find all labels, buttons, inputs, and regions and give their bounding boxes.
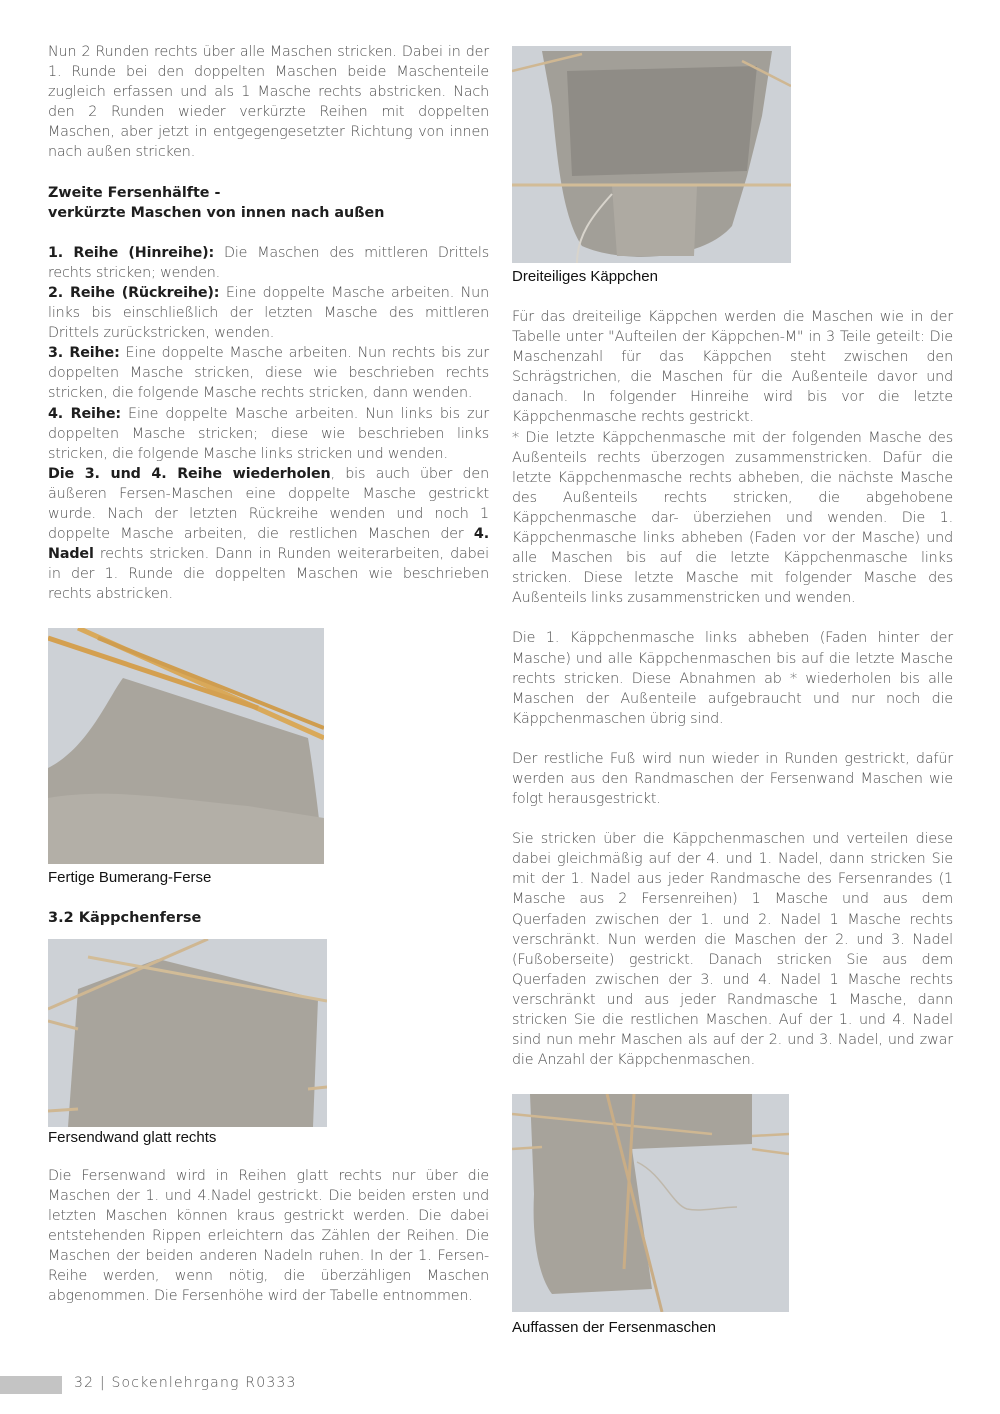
repeat-text-2: rechts stricken. Dann in Runden weiterarbeiten, dabei in der 1. Runde die doppelten Maschen wie beschrieben rechts abstricken.: [48, 546, 489, 603]
right-column: [512, 46, 953, 1338]
step-1: [48, 243, 489, 283]
knitting-photo-illustration: [512, 46, 791, 263]
step-4: [48, 404, 489, 464]
kaeppchen-paragraph-3: Die 1. Käppchenmasche links abheben (Faden hinter der Masche) und alle Käppchenmaschen bis auf die letzte Masche rechts stricken. Diese Abnahmen ab * wiederholen bis alle Maschen der Außenteile aufgebraucht und nur noch die Käppchenmaschen übrig sind.: [512, 630, 953, 727]
section-3-2-heading: 3.2 Käppchenferse: [48, 910, 202, 927]
step-1-text: Die Maschen des mittleren Drittels rechts stricken; wenden.: [48, 244, 489, 281]
footer-title: Sockenlehrgang R0333: [111, 1375, 297, 1391]
page-number: 32: [74, 1375, 95, 1391]
fersenwand-paragraph: Die Fersenwand wird in Reihen glatt rechts nur über die Maschen der 1. und 4.Nadel gestrickt. Die beiden ersten und letzten Maschen können kraus gestrickt werden. Die dabei entstehenden Rippen erleichtern das Zählen der Reihen. Die Maschen der beiden anderen Nadeln ruhen. In der 1. Fersen-Reihe werden, wenn nötig, die überzähligen Maschen abgenommen. Die Fersenhöhe wird der Tabelle entnommen.: [48, 1167, 489, 1305]
section-heading-line2: verkürzte Maschen von innen nach außen: [48, 204, 385, 221]
photo-dreiteiliges-kaeppchen: [512, 46, 791, 263]
herausstricken-paragraph: Sie stricken über die Käppchenmaschen und verteilen diese dabei gleichmäßig auf der 4. und 1. Nadel, dann stricken Sie mit der 1. Nadel aus jeder Randmasche des Fersenrandes (1 Masche aus 2 Fersenreihen) 1 Masche und aus dem Querfaden zwischen der 1. und 2. Nadel 1 Masche rechts verschränkt. Nun werden die Maschen der 2. und 3. Nadel (Fußoberseite) gestrickt. Danach stricken Sie aus dem Querfaden zwischen der 3. und 4. Nadel 1 Masche rechts verschränkt und aus jeder Randmasche 1 Masche, dann stricken Sie die restlichen Maschen. Auf der 1. und 4. Nadel sind nun mehr Maschen als auf der 2. und 3. Nadel, und zwar die Anzahl der Käppchenmaschen.: [512, 831, 953, 1069]
step-2-text: Eine doppelte Masche arbeiten. Nun links bis einschließlich der letzten Masche des mittleren Drittels zurückstricken, wenden.: [48, 284, 489, 342]
step-2-label: 2. Reihe (Rückreihe):: [48, 284, 220, 301]
repeat-paragraph: [48, 464, 489, 605]
repeat-label: Die 3. und 4. Reihe wiederholen: [48, 465, 331, 482]
knitting-photo-illustration: [48, 628, 324, 864]
photo-bumerang-ferse: [48, 628, 324, 864]
photo-auffassen-caption: Auffassen der Fersenmaschen: [512, 1319, 717, 1337]
step-3: [48, 343, 489, 403]
photo-fersenwand: [48, 939, 327, 1127]
photo-kaeppchen-caption: Dreiteiliges Käppchen: [512, 268, 658, 285]
photo-auffassen: [512, 1094, 789, 1312]
step-4-label: 4. Reihe:: [48, 405, 121, 422]
intro-paragraph: Nun 2 Runden rechts über alle Maschen stricken. Dabei in der 1. Runde bei den doppelten Maschen beide Maschenteile zugleich erfassen und als 1 Masche rechts abstricken. Nach den 2 Runden wieder verkürzte Reihen mit doppelten Maschen, aber jetzt in entgegengesetzter Richtung von innen nach außen stricken.: [48, 44, 489, 161]
left-column: [48, 42, 489, 1306]
knitting-photo-illustration: [512, 1094, 789, 1312]
step-3-text: Eine doppelte Masche arbeiten. Nun rechts bis zur doppelten Masche stricken, diese wie beschrieben rechts stricken, die folgende Masche rechts stricken, dann wenden.: [48, 345, 489, 402]
step-1-label: 1. Reihe (Hinreihe):: [48, 244, 215, 261]
photo-fersenwand-caption: Fersendwand glatt rechts: [48, 1128, 217, 1146]
section-heading-line1: Zweite Fersenhälfte -: [48, 184, 221, 201]
photo-bumerang-caption: Fertige Bumerang-Ferse: [48, 869, 212, 887]
repeat-text-1: , bis auch über den äußeren Fersen-Maschen eine doppelte Masche gestrickt wurde. Nach der letzten Rückreihe wenden und noch 1 doppelte Masche arbeiten, die restlichen Maschen der: [48, 465, 489, 543]
fuss-paragraph: Der restliche Fuß wird nun wieder in Runden gestrickt, dafür werden aus den Randmaschen der Fersenwand Maschen wie folgt herausgestrickt.: [512, 750, 953, 808]
step-4-text: Eine doppelte Masche arbeiten. Nun links bis zur doppelten Masche stricken; diese wie beschrieben links stricken, die folgende Masche links stricken und wenden.: [48, 405, 489, 462]
step-3-label: 3. Reihe:: [48, 345, 120, 362]
knitting-photo-illustration: [48, 939, 327, 1127]
repeat-label-2: 4. Nadel: [48, 526, 489, 563]
kaeppchen-paragraph-1: Für das dreiteilige Käppchen werden die Maschen wie in der Tabelle unter "Aufteilen der Käppchen-M" in 3 Teile geteilt: Die Maschenzahl für das Käppchen steht zwischen den Schrägstrichen, die Maschen für die Außenteile davor und danach. In folgender Hinreihe wird bis vor die letzte Käppchenmasche rechts gestrickt.: [512, 309, 953, 426]
footer-bar: [0, 1376, 62, 1394]
footer-separator: |: [99, 1375, 106, 1391]
step-2: [48, 283, 489, 343]
page-footer: [74, 1375, 297, 1391]
kaeppchen-paragraph-2: * Die letzte Käppchenmasche mit der folgenden Masche des Außenteils rechts überzogen zusammenstricken. Dafür die letzte Käppchenmasche rechts abheben, die nächste Masche des Außenteils rechts stricken, die abgehobene Käppchenmasche dar- überziehen und wenden. Die 1. Käppchenmasche links abheben (Faden vor der Masche) und alle Maschen bis auf die letzte Käppchenmasche links stricken. Diese letzte Masche mit folgender Masche des Außenteils links zusammenstricken und wenden.: [512, 429, 953, 607]
